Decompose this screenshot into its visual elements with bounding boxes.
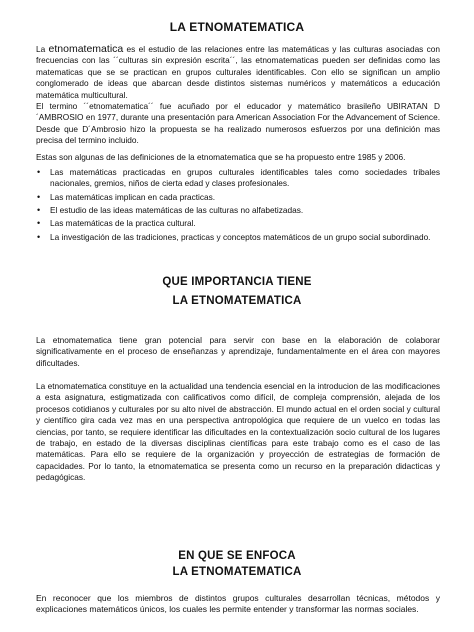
- importance-paragraph-1: La etnomatematica tiene gran potencial para servir con base en la elaboración de colaborar significativamente en el proceso de enseñanzas y aprendizaje, fundamentalmente en el área con mayores dificultades.: [36, 335, 440, 368]
- list-item: • La investigación de las tradiciones, practicas y conceptos matemáticos de un grupo social subordinado.: [37, 231, 431, 242]
- definitions-list: [36, 167, 440, 245]
- list-item: • Las matemáticas practicadas en grupos culturales identificables tales como sociedades tribales nacionales, gremios, niños de cierta edad y clases profesionales.: [37, 167, 440, 189]
- definitions-intro: Estas son algunas de las definiciones de la etnomatematica que se ha propuesto entre 1985 y 2006.: [36, 152, 406, 162]
- bullet-glyph: •: [37, 167, 41, 177]
- page-title: LA ETNOMATEMATICA: [169, 20, 305, 34]
- importance-paragraph-2: La etnomatematica constituye en la actualidad una tendencia esencial en la introducion de las modificaciones a esta asignatura, estigmatizada con calificativos como difícil, de compleja comprensión, alejada de los procesos cotidianos y culturales por su alto nivel de abstracción. El mundo actual en el orden social y cultural y científico gira cada vez mas en una perspectiva antropológica que requiere de un vuelco en todas las ciencias, por tanto, se requiere identificar las dificultades en la contextualización socio cultural de los lugares de trabajo, en estado de la diversas disciplinas científicas para este trabajo como es el caso de las matemáticas. Para ello se requiere de la organización y proyección de estrategias de formación de capacidades. Por lo tanto, la etnomatematica se presenta como un recurso en la preparación didacticas y pedagógicas.: [36, 381, 440, 483]
- intro-rest: es el estudio de las relaciones entre las matemáticas y las culturas asociadas con frecuencias con las ´´culturas sin expresión escrita´´, las etnomatematicas pueden ser definidas como las matematicas que se se practican en grupos culturales identificables. Con ello se significan un amplio conglomerado de ideas que abarcan desde distintos sistemas numéricos y matemáticos a educación matemática multicultural.: [36, 44, 440, 100]
- importance-heading-line2: LA ETNOMATEMATICA: [172, 295, 302, 307]
- list-item: • El estudio de las ideas matemáticas de las culturas no alfabetizadas.: [37, 204, 304, 215]
- focus-heading-line1: EN QUE SE ENFOCA: [178, 550, 296, 562]
- history-paragraph: El termino ´´etnomatematica´´ fue acuñado por el educador y matemático brasileño UBIRATAN D ´AMBROSIO en 1977, durante una presentación para American Association For the Advancement of Science. Desde que D´Ambrosio hizo la propuesta se ha realizado numerosos esfuerzos por una definición mas precisa del termino incluido.: [36, 101, 440, 146]
- list-item: • Las matemáticas de la practica cultural.: [37, 218, 196, 229]
- bullet-glyph: •: [37, 191, 41, 202]
- intro-paragraph: [36, 44, 440, 101]
- focus-heading-line2: LA ETNOMATEMATICA: [172, 566, 302, 578]
- focus-paragraph: En reconocer que los miembros de distintos grupos culturales desarrollan técnicas, métodos y explicaciones matemáticos únicos, los cuales les permite entender y transformar las normas sociales.: [36, 593, 440, 615]
- bullet-glyph: •: [37, 204, 41, 215]
- bullet-glyph: •: [37, 231, 41, 242]
- intro-term: etnomatematica: [48, 43, 124, 55]
- bullet-glyph: •: [37, 218, 41, 229]
- list-item: • Las matemáticas implican en cada practicas.: [37, 191, 216, 202]
- intro-lead: La: [36, 44, 49, 54]
- importance-heading-line1: QUE IMPORTANCIA TIENE: [162, 276, 312, 288]
